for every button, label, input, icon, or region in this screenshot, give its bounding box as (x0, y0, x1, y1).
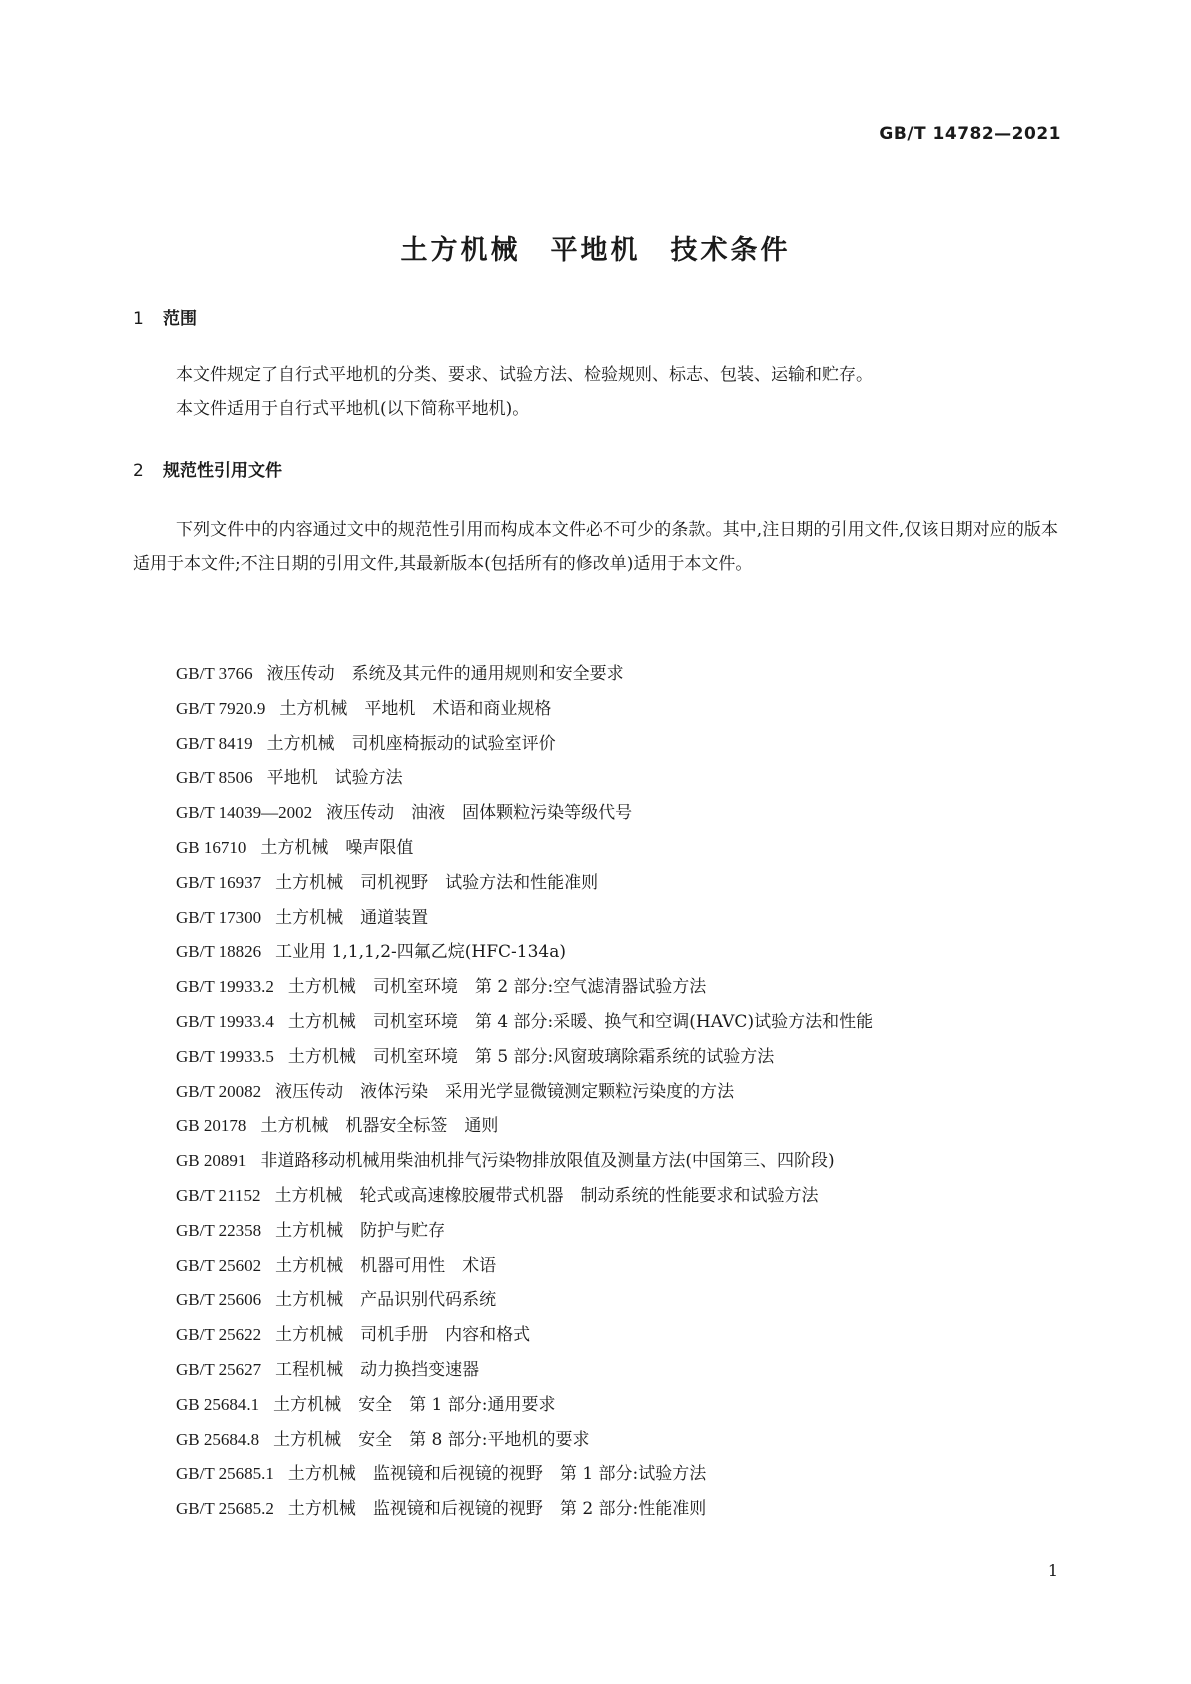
reference-title: 液压传动 系统及其元件的通用规则和安全要求 (266, 664, 624, 684)
reference-title: 土方机械 轮式或高速橡胶履带式机器 制动系统的性能要求和试验方法 (274, 1185, 819, 1206)
reference-item (176, 1005, 1056, 1040)
references-intro-paragraph: 下列文件中的内容通过文中的规范性引用而构成本文件必不可少的条款。其中,注日期的引用文件,仅该日期对应的版本适用于本文件;不注日期的引用文件,其最新版本(包括所有的修改单)适用于本文件。 (133, 520, 1058, 574)
reference-code: GB/T 25685.2 (176, 1499, 274, 1519)
reference-title: 土方机械 防护与贮存 (275, 1220, 446, 1241)
reference-title: 土方机械 机器安全标签 通则 (260, 1116, 499, 1137)
reference-code: GB/T 22358 (176, 1220, 262, 1240)
reference-code: GB 20178 (176, 1116, 247, 1136)
reference-code: GB 20891 (176, 1151, 247, 1171)
reference-title: 土方机械 监视镜和后视镜的视野 第 1 部分:试验方法 (287, 1464, 707, 1485)
reference-title: 土方机械 司机室环境 第 5 部分:风窗玻璃除霜系统的试验方法 (287, 1046, 775, 1067)
reference-title: 土方机械 安全 第 1 部分:通用要求 (273, 1394, 556, 1415)
reference-item (176, 1109, 1056, 1144)
reference-code: GB/T 19933.2 (176, 977, 274, 997)
reference-title: 土方机械 噪声限值 (260, 837, 414, 858)
reference-title: 液压传动 油液 固体颗粒污染等级代号 (326, 803, 633, 824)
reference-item (176, 1492, 1056, 1527)
reference-item (176, 935, 1056, 970)
reference-code: GB/T 8506 (176, 768, 253, 788)
reference-item (176, 761, 1056, 796)
reference-item (176, 692, 1056, 727)
reference-title: 平地机 试验方法 (266, 768, 403, 789)
section-number: 2 (133, 461, 144, 481)
reference-item (176, 831, 1056, 866)
reference-item (176, 1318, 1056, 1353)
reference-item (176, 866, 1056, 901)
reference-code: GB/T 18826 (176, 942, 262, 962)
scope-paragraph-1: 本文件规定了自行式平地机的分类、要求、试验方法、检验规则、标志、包装、运输和贮存。 (176, 365, 873, 385)
reference-code: GB/T 25627 (176, 1359, 262, 1379)
section-heading-normative-references (133, 456, 282, 481)
reference-item (176, 1179, 1056, 1214)
reference-code: GB/T 19933.4 (176, 1011, 274, 1031)
reference-item (176, 1388, 1056, 1423)
reference-title: 土方机械 产品识别代码系统 (275, 1290, 497, 1311)
reference-item (176, 657, 1056, 692)
page-number: 1 (1047, 1561, 1058, 1580)
reference-code: GB/T 25606 (176, 1290, 262, 1310)
document-title: 土方机械 平地机 技术条件 (400, 235, 791, 266)
reference-code: GB/T 21152 (176, 1185, 261, 1205)
reference-item (176, 1423, 1056, 1458)
reference-item (176, 1214, 1056, 1249)
reference-code: GB/T 19933.5 (176, 1046, 274, 1066)
section-number: 1 (133, 309, 144, 329)
reference-item (176, 1353, 1056, 1388)
section-heading-scope (133, 304, 197, 329)
reference-code: GB/T 14039—2002 (176, 803, 313, 823)
reference-title: 土方机械 安全 第 8 部分:平地机的要求 (273, 1429, 590, 1450)
scope-paragraph-2: 本文件适用于自行式平地机(以下简称平地机)。 (176, 399, 530, 419)
reference-code: GB/T 16937 (176, 872, 262, 892)
reference-title: 土方机械 通道装置 (275, 907, 429, 928)
reference-title: 土方机械 平地机 术语和商业规格 (279, 698, 552, 719)
section-title: 规范性引用文件 (163, 461, 282, 481)
reference-title: 土方机械 司机视野 试验方法和性能准则 (275, 872, 599, 893)
reference-code: GB 25684.1 (176, 1394, 260, 1414)
reference-code: GB/T 17300 (176, 907, 262, 927)
reference-title: 土方机械 司机室环境 第 4 部分:采暖、换气和空调(HAVC)试验方法和性能 (287, 1011, 874, 1032)
reference-code: GB/T 25602 (176, 1255, 262, 1275)
reference-title: 非道路移动机械用柴油机排气污染物排放限值及测量方法(中国第三、四阶段) (260, 1151, 835, 1172)
reference-item (176, 1249, 1056, 1284)
reference-title: 液压传动 液体污染 采用光学显微镜测定颗粒污染度的方法 (275, 1081, 735, 1102)
reference-code: GB 16710 (176, 837, 247, 857)
reference-title: 工程机械 动力换挡变速器 (275, 1359, 480, 1380)
reference-item (176, 1457, 1056, 1492)
reference-code: GB/T 8419 (176, 733, 253, 753)
reference-code: GB/T 25685.1 (176, 1464, 274, 1484)
reference-title: 土方机械 机器可用性 术语 (275, 1255, 497, 1276)
reference-code: GB/T 20082 (176, 1081, 262, 1101)
reference-item (176, 727, 1056, 762)
reference-item (176, 1283, 1056, 1318)
section-title: 范围 (163, 309, 197, 329)
reference-item (176, 1144, 1056, 1179)
reference-code: GB/T 7920.9 (176, 698, 266, 718)
reference-code: GB/T 3766 (176, 664, 253, 683)
reference-item (176, 796, 1056, 831)
reference-title: 土方机械 司机室环境 第 2 部分:空气滤清器试验方法 (287, 977, 707, 998)
reference-title: 土方机械 司机座椅振动的试验室评价 (266, 733, 556, 754)
reference-title: 工业用 1,1,1,2-四氟乙烷(HFC-134a) (275, 942, 567, 963)
reference-code: GB/T 25622 (176, 1325, 262, 1345)
reference-title: 土方机械 司机手册 内容和格式 (275, 1325, 531, 1346)
reference-item (176, 970, 1056, 1005)
standard-number: GB/T 14782—2021 (879, 124, 1061, 144)
reference-item (176, 1075, 1056, 1110)
reference-item (176, 1040, 1056, 1075)
reference-item (176, 901, 1056, 936)
reference-list (176, 657, 1056, 1527)
reference-code: GB 25684.8 (176, 1429, 260, 1449)
reference-title: 土方机械 监视镜和后视镜的视野 第 2 部分:性能准则 (287, 1499, 707, 1520)
